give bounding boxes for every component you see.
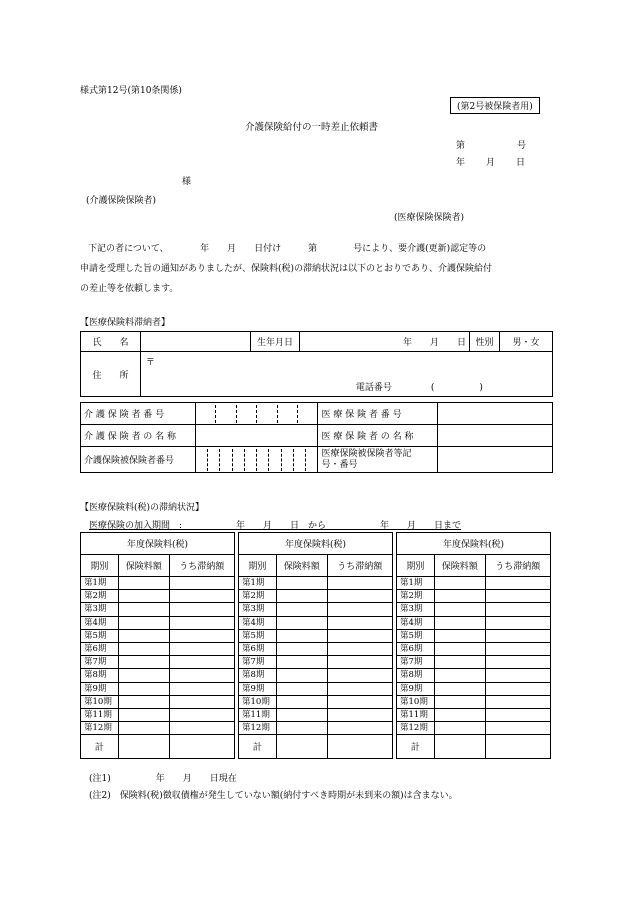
period-label: 第9期 bbox=[239, 682, 277, 695]
table-row bbox=[239, 695, 393, 708]
iryo-name-label: 医 療 保 険 者 の 名 称 bbox=[318, 425, 438, 447]
premium-cell[interactable] bbox=[276, 669, 327, 682]
birth-date-field[interactable]: 年 月 日 bbox=[300, 332, 470, 352]
period-label: 第2期 bbox=[239, 590, 277, 603]
table-row bbox=[397, 722, 551, 735]
period-label: 第11期 bbox=[239, 708, 277, 721]
section1-title: 【医療保険料滞納者】 bbox=[80, 318, 171, 328]
col-arrears-header: うち滞納額 bbox=[327, 555, 392, 577]
col-arrears-header: うち滞納額 bbox=[485, 555, 550, 577]
total-premium-cell[interactable] bbox=[276, 735, 327, 759]
period-label: 第4期 bbox=[397, 616, 435, 629]
arrears-cell[interactable] bbox=[327, 616, 392, 629]
insured-type-label: (第2号被保険者用) bbox=[450, 97, 540, 114]
premium-cell[interactable] bbox=[434, 616, 485, 629]
period-label: 第3期 bbox=[81, 603, 119, 616]
premium-cell[interactable] bbox=[118, 629, 169, 642]
col-premium-header: 保険料額 bbox=[118, 555, 169, 577]
kaigo-insured-no-label: 介護保険被保険者番号 bbox=[81, 447, 196, 473]
total-arrears-cell[interactable] bbox=[327, 735, 392, 759]
arrears-cell[interactable] bbox=[169, 603, 234, 616]
body-line-3: の差止等を依頼します。 bbox=[80, 284, 179, 294]
arrears-cell[interactable] bbox=[327, 722, 392, 735]
arrears-cell[interactable] bbox=[485, 682, 550, 695]
period-label: 第2期 bbox=[81, 590, 119, 603]
fiscal-year-header[interactable]: 年度保険料(税) bbox=[81, 533, 235, 555]
postal-mark: 〒 bbox=[145, 358, 155, 368]
premium-cell[interactable] bbox=[276, 577, 327, 590]
period-label: 第6期 bbox=[239, 642, 277, 655]
total-label: 計 bbox=[81, 735, 119, 759]
iryo-no-field[interactable] bbox=[438, 403, 553, 425]
note-2: (注2) 保険料(税)徴収債権が発生していない額(納付すべき時期が未到来の額)は含まない。 bbox=[89, 791, 458, 801]
col-period-header: 期別 bbox=[81, 555, 119, 577]
premium-cell[interactable] bbox=[118, 577, 169, 590]
table-row bbox=[397, 695, 551, 708]
premium-table-1 bbox=[80, 532, 235, 759]
date-year: 年 bbox=[456, 158, 466, 168]
table-row bbox=[397, 590, 551, 603]
total-arrears-cell[interactable] bbox=[485, 735, 550, 759]
phone-field[interactable]: ( ) bbox=[430, 383, 483, 393]
premium-cell[interactable] bbox=[276, 656, 327, 669]
arrears-cell[interactable] bbox=[485, 616, 550, 629]
arrears-cell[interactable] bbox=[485, 669, 550, 682]
table-row bbox=[239, 722, 393, 735]
premium-cell[interactable] bbox=[118, 682, 169, 695]
table-row bbox=[239, 669, 393, 682]
name-label: 氏 名 bbox=[81, 332, 141, 352]
premium-cell[interactable] bbox=[276, 722, 327, 735]
iryo-name-field[interactable] bbox=[438, 425, 553, 447]
arrears-cell[interactable] bbox=[485, 590, 550, 603]
iryo-insured-no-label bbox=[318, 447, 438, 473]
page-title: 介護保険給付の一時差止依頼書 bbox=[245, 122, 379, 133]
kaigo-name-label: 介 護 保 険 者 の 名 称 bbox=[81, 425, 196, 447]
insurer-info-table bbox=[80, 402, 553, 473]
arrears-cell[interactable] bbox=[327, 590, 392, 603]
arrears-cell[interactable] bbox=[169, 629, 234, 642]
kaigo-no-field[interactable] bbox=[195, 403, 318, 425]
period-label: 第10期 bbox=[397, 695, 435, 708]
period-label: 第2期 bbox=[397, 590, 435, 603]
iryo-insured-no-label-line1: 医療保険被保険者等記 bbox=[321, 448, 412, 459]
premium-cell[interactable] bbox=[118, 656, 169, 669]
kaigo-name-field[interactable] bbox=[195, 425, 318, 447]
premium-cell[interactable] bbox=[118, 603, 169, 616]
total-premium-cell[interactable] bbox=[434, 735, 485, 759]
table-row bbox=[81, 603, 235, 616]
table-row bbox=[239, 708, 393, 721]
table-row bbox=[397, 642, 551, 655]
period-label: 第11期 bbox=[81, 708, 119, 721]
arrears-cell[interactable] bbox=[327, 603, 392, 616]
period-label: 第1期 bbox=[397, 577, 435, 590]
table-row bbox=[81, 616, 235, 629]
period-label: 第10期 bbox=[239, 695, 277, 708]
premium-cell[interactable] bbox=[276, 616, 327, 629]
body-line-2: 申請を受理した旨の通知がありましたが、保険料(税)の滞納状況は以下のとおりであり、介護保険給付 bbox=[80, 264, 493, 274]
fiscal-year-header[interactable]: 年度保険料(税) bbox=[397, 533, 551, 555]
premium-cell[interactable] bbox=[118, 642, 169, 655]
period-label: 第11期 bbox=[397, 708, 435, 721]
premium-cell[interactable] bbox=[118, 708, 169, 721]
arrears-cell[interactable] bbox=[327, 682, 392, 695]
premium-cell[interactable] bbox=[118, 669, 169, 682]
period-label: 第8期 bbox=[397, 669, 435, 682]
period-label: 第4期 bbox=[239, 616, 277, 629]
premium-cell[interactable] bbox=[276, 642, 327, 655]
period-label: 第5期 bbox=[239, 629, 277, 642]
premium-cell[interactable] bbox=[434, 669, 485, 682]
table-row bbox=[81, 629, 235, 642]
arrears-cell[interactable] bbox=[485, 695, 550, 708]
kaigo-insured-no-field[interactable] bbox=[195, 447, 318, 473]
premium-cell[interactable] bbox=[276, 708, 327, 721]
premium-cell[interactable] bbox=[276, 603, 327, 616]
period-label: 第8期 bbox=[81, 669, 119, 682]
arrears-cell[interactable] bbox=[169, 577, 234, 590]
date-day: 日 bbox=[516, 158, 526, 168]
note-1: (注1) 年 月 日現在 bbox=[89, 774, 237, 784]
premium-cell[interactable] bbox=[434, 642, 485, 655]
premium-cell[interactable] bbox=[118, 590, 169, 603]
table-row bbox=[81, 682, 235, 695]
table-row bbox=[239, 642, 393, 655]
arrears-cell[interactable] bbox=[169, 722, 234, 735]
period-label: 第7期 bbox=[81, 656, 119, 669]
premium-cell[interactable] bbox=[434, 577, 485, 590]
arrears-cell[interactable] bbox=[485, 708, 550, 721]
table-row bbox=[397, 708, 551, 721]
iryo-insurer-label: (医療保険保険者) bbox=[394, 213, 465, 223]
total-arrears-cell[interactable] bbox=[169, 735, 234, 759]
table-row bbox=[239, 603, 393, 616]
period-label: 第6期 bbox=[81, 642, 119, 655]
period-label: 第12期 bbox=[239, 722, 277, 735]
premium-cell[interactable] bbox=[434, 722, 485, 735]
arrears-cell[interactable] bbox=[327, 669, 392, 682]
table-row bbox=[81, 577, 235, 590]
table-row bbox=[239, 577, 393, 590]
premium-cell[interactable] bbox=[276, 629, 327, 642]
addressee-sama: 様 bbox=[182, 177, 192, 187]
premium-cell[interactable] bbox=[276, 682, 327, 695]
arrears-cell[interactable] bbox=[169, 682, 234, 695]
premium-cell[interactable] bbox=[434, 695, 485, 708]
table-row bbox=[239, 590, 393, 603]
premium-cell[interactable] bbox=[434, 603, 485, 616]
arrears-cell[interactable] bbox=[485, 577, 550, 590]
document-no-suffix: 号 bbox=[517, 141, 527, 151]
arrears-cell[interactable] bbox=[327, 642, 392, 655]
premium-cell[interactable] bbox=[118, 695, 169, 708]
address-label: 住 所 bbox=[81, 352, 141, 397]
col-premium-header: 保険料額 bbox=[434, 555, 485, 577]
arrears-cell[interactable] bbox=[169, 590, 234, 603]
arrears-cell[interactable] bbox=[485, 642, 550, 655]
premium-cell[interactable] bbox=[276, 695, 327, 708]
address-field[interactable] bbox=[140, 352, 552, 397]
phone-label: 電話番号 bbox=[355, 383, 392, 393]
premium-cell[interactable] bbox=[434, 590, 485, 603]
gender-label: 性別 bbox=[470, 332, 500, 352]
arrears-cell[interactable] bbox=[169, 669, 234, 682]
table-row bbox=[81, 695, 235, 708]
section2-title: 【医療保険料(税)の滞納状況】 bbox=[80, 503, 205, 513]
table-row bbox=[397, 629, 551, 642]
premium-table-2 bbox=[238, 532, 393, 759]
total-label: 計 bbox=[397, 735, 435, 759]
table-row bbox=[397, 616, 551, 629]
arrears-cell[interactable] bbox=[327, 629, 392, 642]
period-label: 第4期 bbox=[81, 616, 119, 629]
table-row bbox=[81, 669, 235, 682]
arrears-cell[interactable] bbox=[327, 656, 392, 669]
period-label: 第1期 bbox=[239, 577, 277, 590]
iryo-insured-no-field[interactable] bbox=[438, 447, 553, 473]
arrears-cell[interactable] bbox=[327, 577, 392, 590]
arrears-cell[interactable] bbox=[485, 656, 550, 669]
document-no-prefix: 第 bbox=[456, 141, 466, 151]
body-line-1: 下記の者について、 年 月 日付け 第 号により、要介護(更新)認定等の bbox=[88, 244, 487, 254]
premium-cell[interactable] bbox=[434, 708, 485, 721]
table-row bbox=[397, 682, 551, 695]
total-premium-cell[interactable] bbox=[118, 735, 169, 759]
col-period-header: 期別 bbox=[397, 555, 435, 577]
arrears-cell[interactable] bbox=[485, 722, 550, 735]
period-label: 第5期 bbox=[81, 629, 119, 642]
period-label: 第6期 bbox=[397, 642, 435, 655]
period-label: 第12期 bbox=[397, 722, 435, 735]
table-row bbox=[81, 590, 235, 603]
kaigo-no-label: 介 護 保 険 者 番 号 bbox=[81, 403, 196, 425]
premium-cell[interactable] bbox=[276, 590, 327, 603]
period-label: 第5期 bbox=[397, 629, 435, 642]
arrears-cell[interactable] bbox=[169, 656, 234, 669]
coverage-period-line[interactable]: 医療保険の加入期間 : 年 月 日 から 年 月 日まで bbox=[89, 521, 462, 531]
table-row bbox=[81, 656, 235, 669]
form-number: 様式第12号(第10条関係) bbox=[80, 86, 182, 96]
period-label: 第3期 bbox=[397, 603, 435, 616]
arrears-cell[interactable] bbox=[169, 616, 234, 629]
table-row bbox=[239, 656, 393, 669]
table-row bbox=[239, 682, 393, 695]
col-premium-header: 保険料額 bbox=[276, 555, 327, 577]
col-period-header: 期別 bbox=[239, 555, 277, 577]
premium-cell[interactable] bbox=[434, 656, 485, 669]
person-table bbox=[80, 331, 553, 397]
period-label: 第10期 bbox=[81, 695, 119, 708]
premium-cell[interactable] bbox=[118, 722, 169, 735]
arrears-cell[interactable] bbox=[327, 695, 392, 708]
arrears-cell[interactable] bbox=[485, 603, 550, 616]
fiscal-year-header[interactable]: 年度保険料(税) bbox=[239, 533, 393, 555]
table-row bbox=[239, 616, 393, 629]
table-row bbox=[81, 642, 235, 655]
arrears-cell[interactable] bbox=[169, 708, 234, 721]
premium-cell[interactable] bbox=[118, 616, 169, 629]
name-field[interactable] bbox=[140, 332, 250, 352]
table-row bbox=[81, 708, 235, 721]
table-row bbox=[239, 629, 393, 642]
table-row bbox=[397, 669, 551, 682]
date-month: 月 bbox=[486, 158, 496, 168]
col-arrears-header: うち滞納額 bbox=[169, 555, 234, 577]
period-label: 第9期 bbox=[81, 682, 119, 695]
iryo-no-label: 医 療 保 険 者 番 号 bbox=[318, 403, 438, 425]
kaigo-insurer-label: (介護保険保険者) bbox=[86, 196, 157, 206]
period-label: 第9期 bbox=[397, 682, 435, 695]
period-label: 第8期 bbox=[239, 669, 277, 682]
table-row bbox=[397, 656, 551, 669]
iryo-insured-no-label-line2: 号・番号 bbox=[321, 459, 358, 470]
period-label: 第3期 bbox=[239, 603, 277, 616]
table-row bbox=[397, 603, 551, 616]
birth-label: 生年月日 bbox=[250, 332, 300, 352]
premium-cell[interactable] bbox=[434, 629, 485, 642]
period-label: 第1期 bbox=[81, 577, 119, 590]
period-label: 第7期 bbox=[239, 656, 277, 669]
table-row bbox=[81, 722, 235, 735]
period-label: 第12期 bbox=[81, 722, 119, 735]
premium-table-3 bbox=[396, 532, 551, 759]
total-label: 計 bbox=[239, 735, 277, 759]
table-row bbox=[397, 577, 551, 590]
premium-cell[interactable] bbox=[434, 682, 485, 695]
arrears-cell[interactable] bbox=[327, 708, 392, 721]
period-label: 第7期 bbox=[397, 656, 435, 669]
body-text bbox=[80, 239, 492, 299]
arrears-cell[interactable] bbox=[485, 629, 550, 642]
arrears-cell[interactable] bbox=[169, 695, 234, 708]
arrears-cell[interactable] bbox=[169, 642, 234, 655]
gender-field[interactable]: 男・女 bbox=[500, 332, 553, 352]
